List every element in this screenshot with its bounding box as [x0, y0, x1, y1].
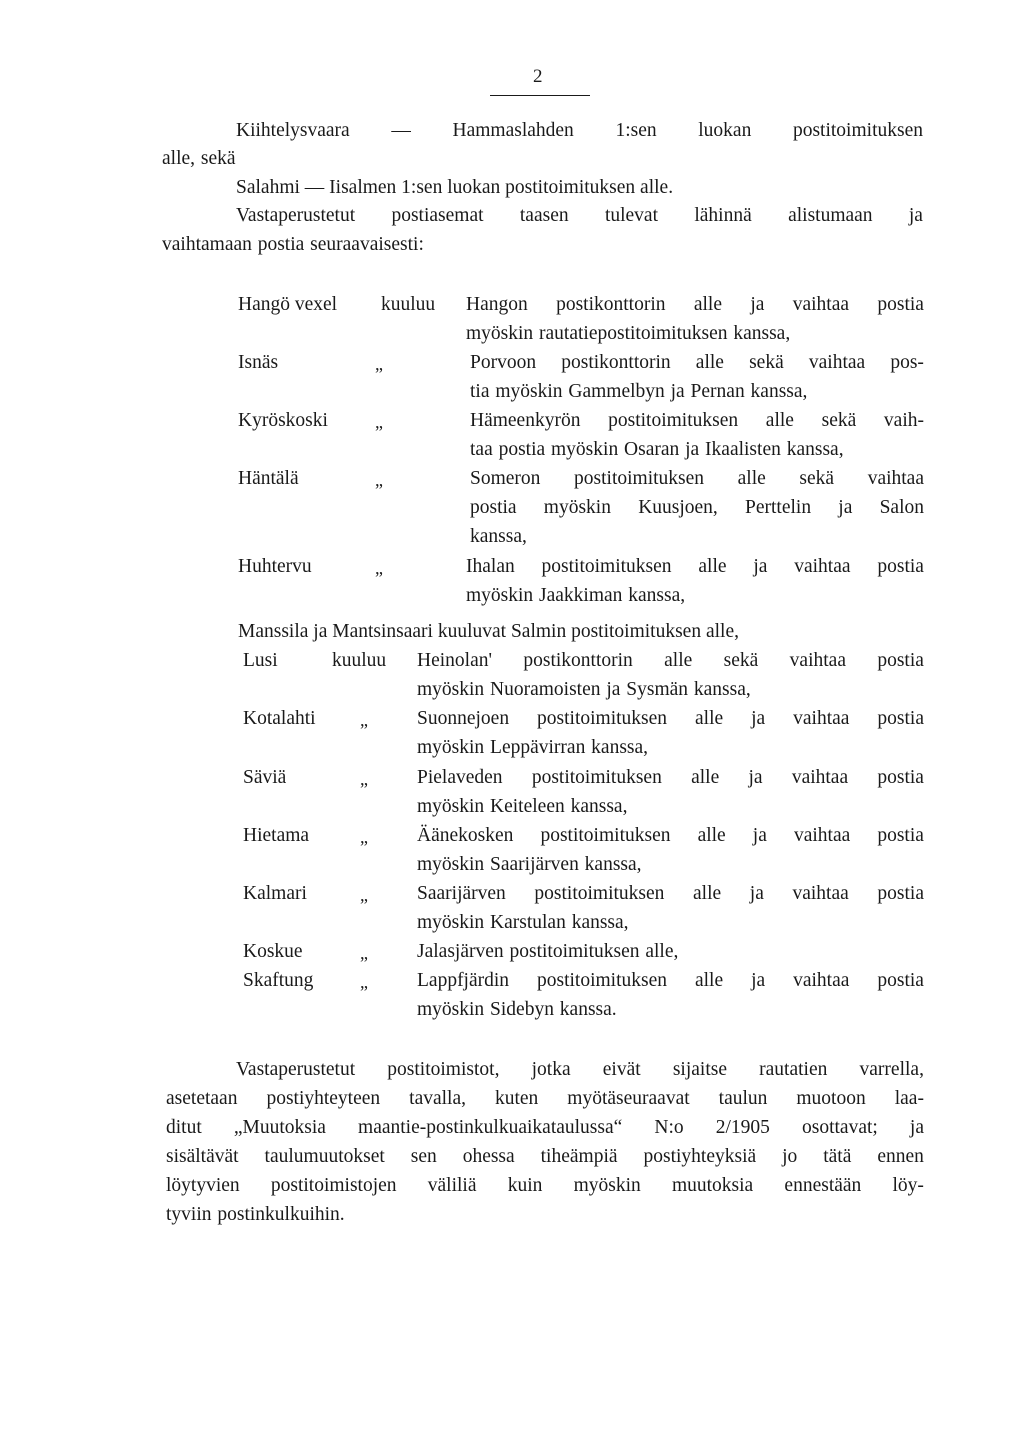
- word: alle: [697, 825, 726, 846]
- word: Hammaslahden: [452, 120, 574, 141]
- place-name: Hietama: [243, 825, 310, 846]
- word: kanssa,: [591, 737, 649, 758]
- entry-line: [470, 379, 924, 405]
- word: postia: [877, 970, 924, 991]
- word: postia: [877, 767, 924, 788]
- ditto-mark: „: [360, 943, 368, 963]
- word: postia: [498, 439, 546, 460]
- word: Vastaperustetut: [236, 205, 356, 226]
- entry-line: [417, 706, 924, 732]
- word: Osaran: [624, 439, 680, 460]
- word: postia: [257, 234, 305, 255]
- intro-line: [162, 146, 922, 172]
- entry-line: [470, 495, 924, 521]
- word: kanssa,: [584, 854, 642, 875]
- word: kanssa.: [559, 999, 617, 1020]
- word: vaihtaa: [867, 468, 924, 489]
- word: postiasemat: [391, 205, 484, 226]
- word: postia: [877, 294, 924, 315]
- entry-line: [417, 968, 924, 994]
- word: alle: [691, 767, 720, 788]
- word: ja: [752, 825, 767, 846]
- word: ennestään: [784, 1175, 862, 1196]
- word: Lappfjärdin: [417, 970, 510, 991]
- word: taulumuutokset: [264, 1146, 385, 1167]
- entry-line: [466, 554, 924, 580]
- place-name: Kalmari: [243, 883, 307, 904]
- place-name: Kyröskoski: [238, 410, 328, 431]
- word: Kiihtelysvaara: [236, 120, 350, 141]
- word: myöskin: [466, 323, 534, 344]
- word: ja: [685, 439, 700, 460]
- intro-line: [162, 232, 922, 258]
- place-name: Säviä: [243, 767, 287, 788]
- word: postia: [877, 650, 924, 671]
- word: myöskin: [417, 737, 485, 758]
- word: luokan: [698, 120, 752, 141]
- word: ja: [748, 767, 763, 788]
- word: kanssa,: [733, 323, 791, 344]
- word: vaihtaa: [793, 825, 851, 846]
- word: osottavat;: [802, 1117, 878, 1138]
- word: myöskin: [417, 854, 485, 875]
- entry-verb: kuuluu: [332, 650, 387, 671]
- word: tyviin: [166, 1204, 212, 1225]
- word: vaihtaa: [794, 556, 851, 577]
- word: kanssa,: [750, 381, 808, 402]
- word: laa-: [894, 1088, 924, 1109]
- word: rautatien: [759, 1059, 828, 1080]
- word: N:o: [654, 1117, 684, 1138]
- word: Sysmän: [626, 679, 689, 700]
- word: vaihtaa: [792, 883, 849, 904]
- word: löy-: [892, 1175, 924, 1196]
- word: jo: [782, 1146, 798, 1167]
- closing-line: [236, 1057, 924, 1083]
- word: ja: [750, 294, 765, 315]
- closing-line: [166, 1115, 924, 1141]
- word: myöskin: [466, 585, 534, 606]
- word: postitoimituksen: [608, 410, 739, 431]
- word: myöskin: [551, 439, 619, 460]
- word: postiyhteyteen: [266, 1088, 381, 1109]
- entry-verb: kuuluu: [381, 294, 436, 315]
- word: postia: [877, 825, 924, 846]
- manssila-line: Manssila ja Mantsinsaari kuuluvat Salmin postitoimituksen alle,: [238, 621, 739, 642]
- word: postitoimistojen: [270, 1175, 397, 1196]
- word: tavalla,: [409, 1088, 466, 1109]
- word: alistumaan: [788, 205, 873, 226]
- word: ohessa: [462, 1146, 515, 1167]
- word: myötäseuraavat: [567, 1088, 690, 1109]
- word: postinkulkuihin.: [217, 1204, 345, 1225]
- word: kanssa,: [571, 912, 629, 933]
- word: alle: [694, 970, 724, 991]
- word: maantie-postinkulkuaikataulussa“: [358, 1117, 623, 1138]
- word: Perttelin: [745, 497, 812, 518]
- place-name: Kotalahti: [243, 708, 316, 729]
- entry-line: [417, 677, 924, 703]
- place-name: Skaftung: [243, 970, 314, 991]
- word: sekä: [723, 650, 759, 671]
- ditto-mark: „: [360, 827, 368, 847]
- place-name: Koskue: [243, 941, 303, 962]
- entry-line: [417, 794, 924, 820]
- word: tätä: [823, 1146, 852, 1167]
- word: vaihtaa: [792, 294, 850, 315]
- word: postitoimituksen: [537, 970, 668, 991]
- ditto-mark: „: [375, 558, 383, 578]
- word: kanssa,: [570, 796, 628, 817]
- word: ditut: [166, 1117, 202, 1138]
- word: vaihtaa: [793, 970, 850, 991]
- ditto-mark: „: [360, 769, 368, 789]
- word: alle: [664, 650, 693, 671]
- word: sekä: [821, 410, 857, 431]
- word: sisältävät: [166, 1146, 239, 1167]
- word: alle,: [162, 148, 196, 169]
- entry-line: [470, 350, 924, 376]
- word: Äänekosken: [417, 825, 514, 846]
- word: vaihtaa: [808, 352, 866, 373]
- word: tulevat: [604, 205, 659, 226]
- entry-line: [466, 583, 924, 609]
- entry-line: [470, 466, 924, 492]
- word: jotka: [531, 1059, 571, 1080]
- word: Salon: [879, 497, 924, 518]
- word: 1:sen: [615, 120, 657, 141]
- word: postia: [877, 556, 924, 577]
- word: ja: [749, 883, 764, 904]
- word: kuten: [494, 1088, 539, 1109]
- intro-line: [236, 118, 923, 144]
- word: postitoimituksen: [540, 825, 671, 846]
- word: Sidebyn: [490, 999, 554, 1020]
- word: sekä: [200, 148, 236, 169]
- entry-line: [470, 524, 924, 550]
- word: postitoimistot,: [387, 1059, 500, 1080]
- word: myöskin: [495, 381, 563, 402]
- word: ja: [670, 381, 685, 402]
- word: kuin: [507, 1175, 543, 1196]
- word: Pernan: [690, 381, 745, 402]
- word: —: [391, 120, 411, 141]
- word: myöskin: [417, 912, 485, 933]
- place-name: Isnäs: [238, 352, 279, 373]
- word: Porvoon: [470, 352, 537, 373]
- word: postikonttorin: [556, 294, 666, 315]
- word: vaihtamaan: [162, 234, 252, 255]
- closing-line: [166, 1202, 924, 1228]
- word: kanssa,: [786, 439, 844, 460]
- word: myöskin: [417, 999, 485, 1020]
- entry-line: [470, 408, 924, 434]
- word: postikonttorin: [561, 352, 671, 373]
- word: postitoimituksen: [534, 883, 665, 904]
- word: sekä: [799, 468, 835, 489]
- closing-line: [166, 1144, 924, 1170]
- word: Hangon: [466, 294, 528, 315]
- word: Kuusjoen,: [638, 497, 718, 518]
- word: postitoimituksen: [509, 941, 640, 962]
- ditto-mark: „: [360, 972, 368, 992]
- place-name: Lusi: [243, 650, 278, 671]
- page-number: 2: [533, 66, 543, 87]
- entry-line: [417, 735, 924, 761]
- entry-line: [417, 997, 924, 1023]
- entry-line: [470, 437, 924, 463]
- word: Saarijärven: [490, 854, 579, 875]
- closing-line: [166, 1173, 924, 1199]
- entry-line: [417, 881, 924, 907]
- word: vaihtaa: [789, 650, 846, 671]
- word: Suonnejoen: [417, 708, 510, 729]
- word: Heinolan': [417, 650, 492, 671]
- word: kanssa,: [628, 585, 686, 606]
- word: taulun: [718, 1088, 768, 1109]
- word: postitoimituksen: [537, 708, 668, 729]
- word: Nuoramoisten: [490, 679, 601, 700]
- word: postitoimituksen: [541, 556, 672, 577]
- word: postitoimituksen: [792, 120, 923, 141]
- intro-line: [236, 203, 923, 229]
- word: ja: [606, 679, 621, 700]
- word: alle: [737, 468, 766, 489]
- entry-line: [417, 910, 924, 936]
- word: Someron: [470, 468, 541, 489]
- word: pos-: [890, 352, 924, 373]
- word: alle: [693, 883, 722, 904]
- word: tia: [470, 381, 490, 402]
- word: postia: [877, 708, 924, 729]
- word: kanssa,: [470, 526, 527, 547]
- word: ennen: [877, 1146, 924, 1167]
- page-number-rule: [490, 95, 590, 96]
- word: Leppävirran: [490, 737, 586, 758]
- word: Jaakkiman: [539, 585, 623, 606]
- word: sen: [410, 1146, 437, 1167]
- ditto-mark: „: [375, 412, 383, 432]
- word: rautatiepostitoimituksen: [539, 323, 728, 344]
- word: asetetaan: [166, 1088, 238, 1109]
- word: taa: [470, 439, 493, 460]
- word: Jalasjärven: [417, 941, 504, 962]
- entry-line: [417, 939, 924, 965]
- word: varrella,: [859, 1059, 924, 1080]
- word: sekä: [749, 352, 784, 373]
- word: vaihtaa: [791, 767, 849, 788]
- word: kanssa,: [693, 679, 751, 700]
- word: Gammelbyn: [568, 381, 665, 402]
- word: ja: [909, 1117, 924, 1138]
- ditto-mark: „: [360, 710, 368, 730]
- entry-line: [417, 823, 924, 849]
- word: postiyhteyksiä: [643, 1146, 757, 1167]
- entry-line: [417, 765, 924, 791]
- word: myöskin: [417, 796, 485, 817]
- word: myöskin: [417, 679, 485, 700]
- word: lähinnä: [694, 205, 752, 226]
- word: myöskin: [543, 497, 611, 518]
- word: postitoimituksen: [574, 468, 705, 489]
- word: väliliä: [427, 1175, 477, 1196]
- word: ja: [751, 708, 766, 729]
- word: postia: [877, 883, 924, 904]
- word: Keiteleen: [490, 796, 565, 817]
- word: postia: [470, 497, 517, 518]
- intro-line: Salahmi — Iisalmen 1:sen luokan postitoimituksen alle.: [236, 177, 674, 198]
- word: alle: [693, 294, 722, 315]
- word: seuraavaisesti:: [310, 234, 424, 255]
- word: vaih-: [883, 410, 924, 431]
- word: Karstulan: [490, 912, 566, 933]
- word: alle: [695, 708, 724, 729]
- word: eivät: [602, 1059, 641, 1080]
- entry-line: [466, 292, 924, 318]
- closing-line: [166, 1086, 924, 1112]
- word: postitoimituksen: [531, 767, 662, 788]
- word: Vastaperustetut: [236, 1059, 356, 1080]
- entry-line: [466, 321, 924, 347]
- word: muutoksia: [671, 1175, 754, 1196]
- entry-line: [417, 648, 924, 674]
- ditto-mark: „: [375, 354, 383, 374]
- place-name: Huhtervu: [238, 556, 312, 577]
- word: 2/1905: [715, 1117, 770, 1138]
- ditto-mark: „: [375, 470, 383, 490]
- word: alle: [695, 352, 724, 373]
- word: myöskin: [573, 1175, 641, 1196]
- word: Pielaveden: [417, 767, 503, 788]
- word: vaihtaa: [793, 708, 850, 729]
- word: taasen: [519, 205, 569, 226]
- word: ja: [751, 970, 766, 991]
- ditto-mark: „: [360, 885, 368, 905]
- word: alle,: [645, 941, 679, 962]
- word: tiheämpiä: [540, 1146, 618, 1167]
- word: ja: [908, 205, 923, 226]
- word: Saarijärven: [417, 883, 506, 904]
- word: sijaitse: [672, 1059, 727, 1080]
- word: Ikaalisten: [705, 439, 781, 460]
- word: alle: [698, 556, 727, 577]
- word: alle: [765, 410, 794, 431]
- word: muotoon: [796, 1088, 866, 1109]
- word: postikonttorin: [523, 650, 633, 671]
- place-name: Hangö vexel: [238, 294, 338, 315]
- place-name: Häntälä: [238, 468, 299, 489]
- word: „Muutoksia: [233, 1117, 326, 1138]
- word: Hämeenkyrön: [470, 410, 581, 431]
- entry-line: [417, 852, 924, 878]
- word: ja: [838, 497, 853, 518]
- word: ja: [753, 556, 768, 577]
- word: löytyvien: [166, 1175, 240, 1196]
- word: Ihalan: [466, 556, 515, 577]
